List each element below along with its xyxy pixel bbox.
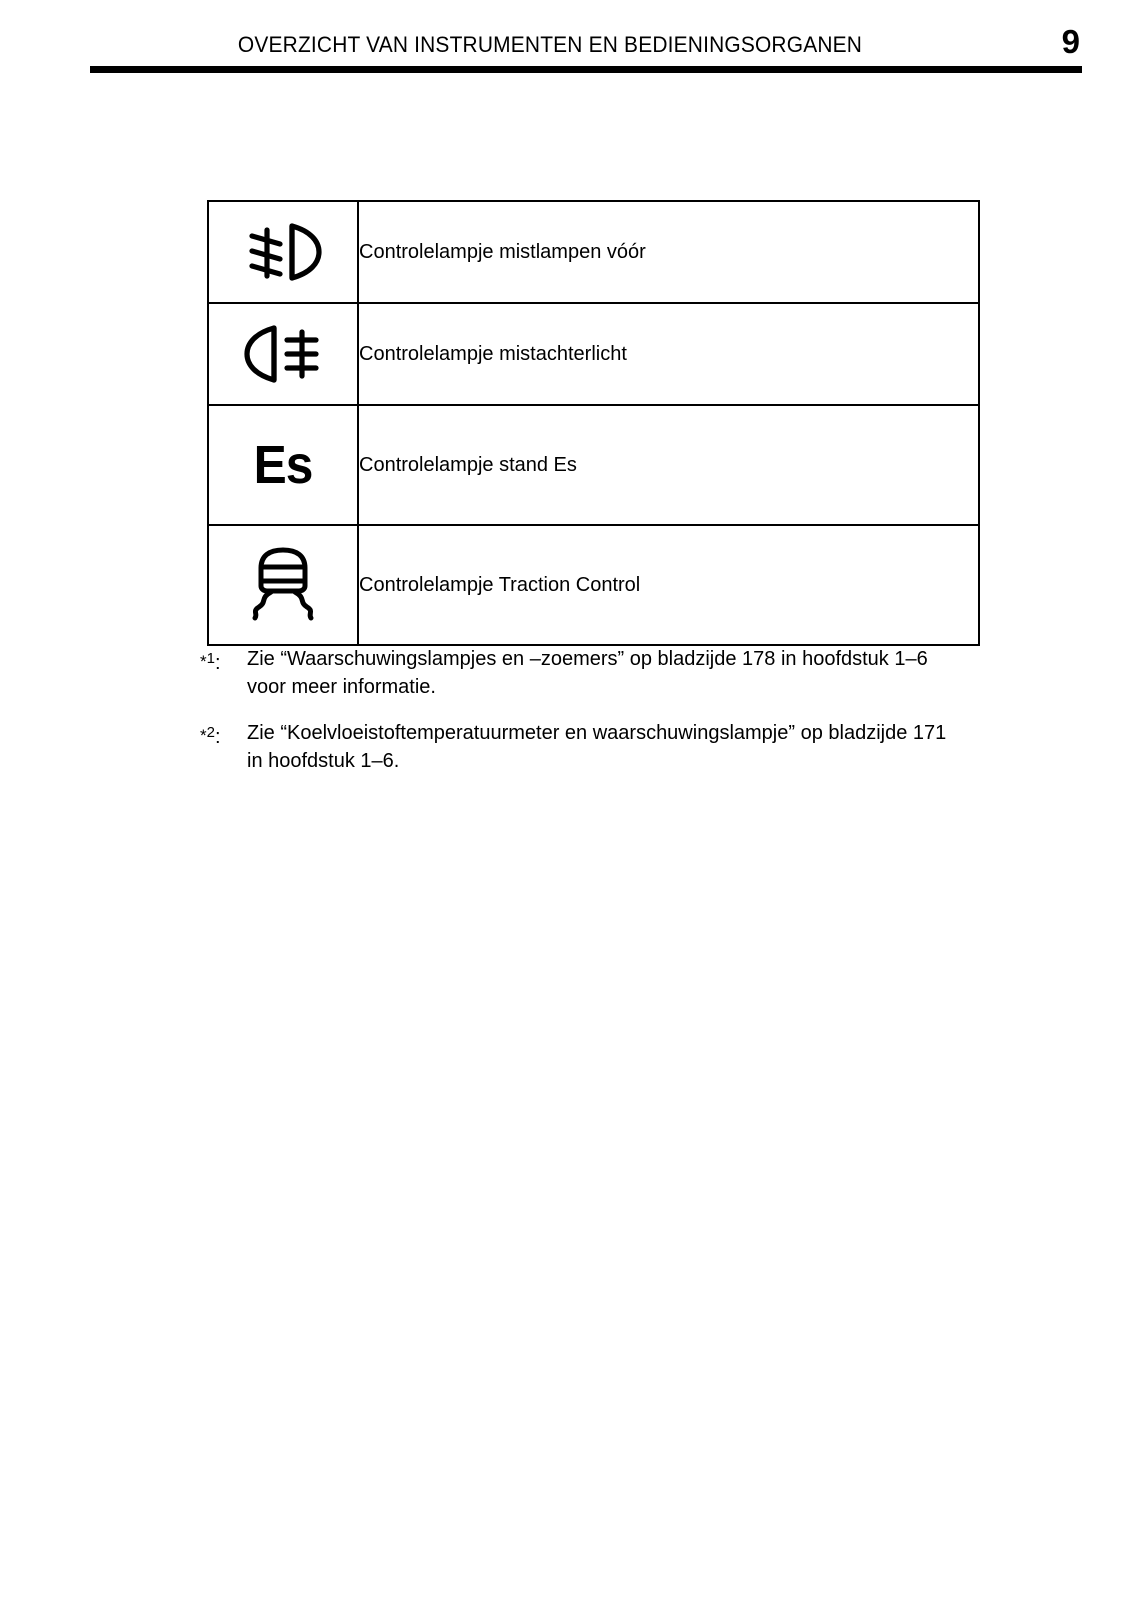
footnote-2 xyxy=(200,719,960,775)
icon-cell xyxy=(208,303,358,405)
icon-cell xyxy=(208,405,358,525)
footnote-1-star: * xyxy=(200,652,207,671)
footnote-1-number: 1 xyxy=(206,650,215,667)
footnotes-block xyxy=(200,645,960,793)
table-row xyxy=(208,201,979,303)
description-cell: Controlelampje stand Es xyxy=(358,405,979,525)
page-title: OVERZICHT VAN INSTRUMENTEN EN BEDIENINGSORGANEN xyxy=(237,32,863,57)
footnote-1-marker xyxy=(200,645,242,677)
description-cell: Controlelampje mistlampen vóór xyxy=(358,201,979,303)
footnote-1-text: Zie “Waarschuwingslampjes en –zoemers” op bladzijde 178 in hoofdstuk 1–6 voor meer informatie. xyxy=(247,648,928,698)
footnote-1-colon: : xyxy=(214,652,221,674)
page-number: 9 xyxy=(1061,23,1080,60)
footnote-2-text: Zie “Koelvloeistoftemperatuurmeter en waarschuwingslampje” op bladzijde 171 in hoofdstuk 1–6. xyxy=(247,722,947,772)
es-mode-icon xyxy=(233,427,333,503)
header-divider-rule xyxy=(90,66,1082,73)
footnote-2-number: 2 xyxy=(206,724,215,741)
table-row xyxy=(208,405,979,525)
description-cell: Controlelampje Traction Control xyxy=(358,525,979,645)
footnote-1 xyxy=(200,645,960,701)
rear-fog-light-icon xyxy=(233,316,333,392)
table-row xyxy=(208,303,979,405)
traction-control-icon xyxy=(233,544,333,620)
table-row xyxy=(208,525,979,645)
icon-cell xyxy=(208,201,358,303)
es-mode-icon-label: Es xyxy=(253,435,313,495)
footnote-2-marker xyxy=(200,719,242,751)
indicator-symbol-table xyxy=(207,200,980,646)
description-cell: Controlelampje mistachterlicht xyxy=(358,303,979,405)
icon-cell xyxy=(208,525,358,645)
front-fog-light-icon xyxy=(233,214,333,290)
footnote-2-star: * xyxy=(200,726,207,745)
footnote-2-colon: : xyxy=(214,726,221,748)
